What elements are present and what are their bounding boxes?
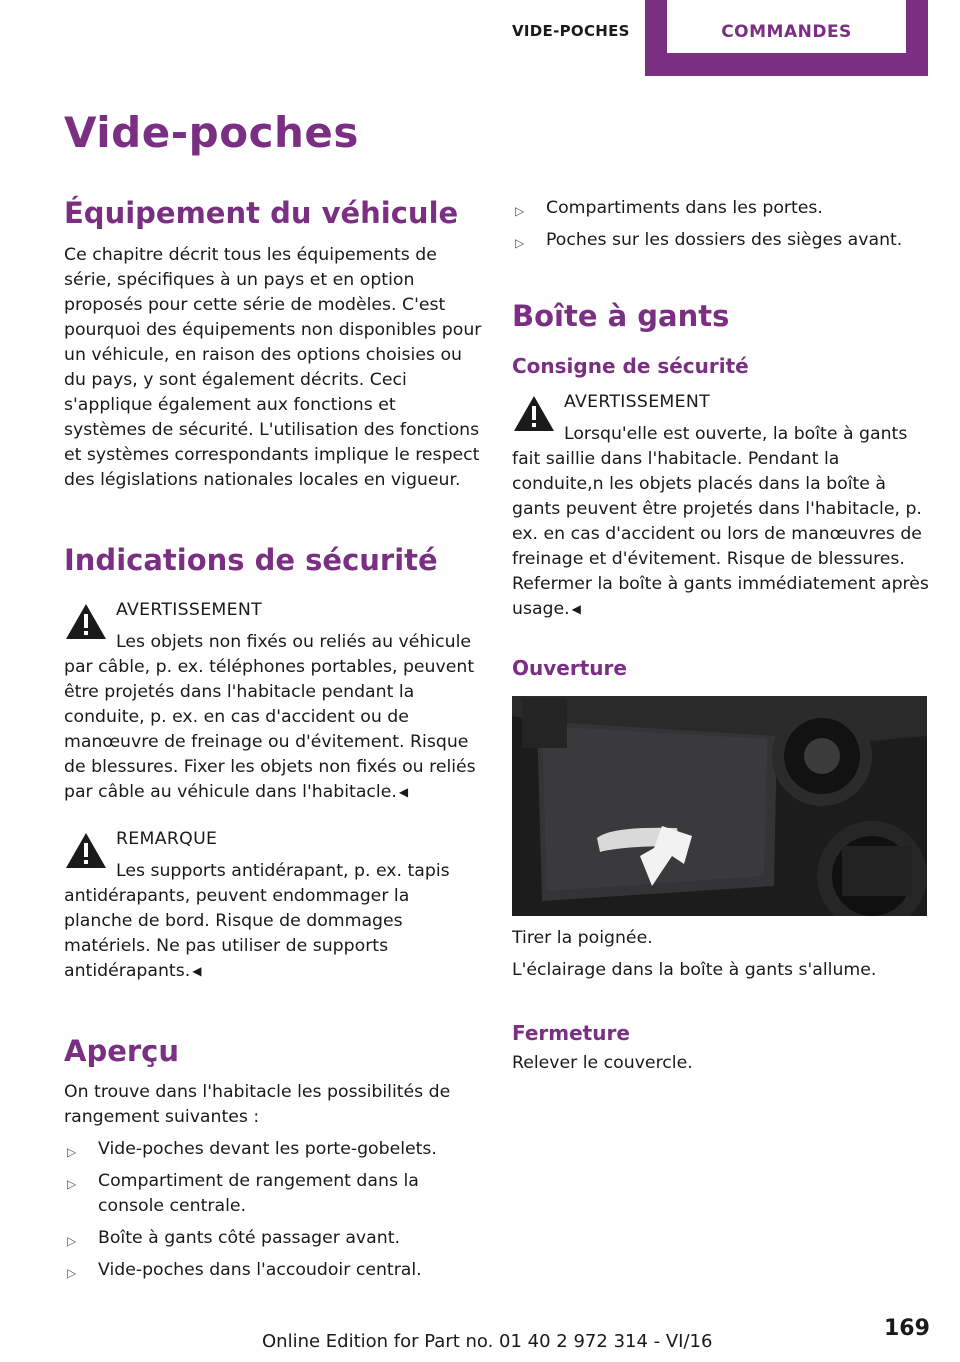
warning-title: AVERTISSEMENT [564,391,710,412]
page-title: Vide-poches [64,108,359,157]
list-item: ▷ Vide-poches devant les porte-gobelets. [64,1137,482,1162]
list-item: ▷ Compartiments dans les portes. [512,196,930,221]
right-column [512,196,930,1076]
list-item: ▷ Boîte à gants côté passager avant. [64,1226,482,1251]
chapter-tab-label: COMMANDES [721,22,852,42]
warning-triangle-icon [512,393,556,433]
list-item: ▷ Poches sur les dossiers des sièges avant. [512,228,930,253]
end-mark-icon: ◀ [192,963,202,978]
warning-block [64,598,482,805]
warning-triangle-icon [64,601,108,641]
bullet-triangle-icon: ▷ [67,1266,77,1281]
warning-text: Les objets non fixés ou reliés au véhicule par câble, p. ex. téléphones portables, peuvent être projetés dans l'habitacle pendant la conduite, p. ex. en cas d'accident ou de manœuvre de freinage ou d'évitement. Risque de blessures. Fixer les objets non fixés ou reliés par câble au véhicule dans l'habitacle. [64,631,476,802]
bullet-triangle-icon: ▷ [515,204,525,218]
warning-title: AVERTISSEMENT [116,599,262,620]
opening-step-2: L'éclairage dans la boîte à gants s'allume. [512,959,877,980]
opening-subheading: Ouverture [512,655,627,680]
note-title: REMARQUE [116,828,218,849]
bullet-triangle-icon: ▷ [515,236,525,250]
storage-list-right [512,196,930,253]
overview-text: On trouve dans l'habitacle les possibilités de rangement suivantes : [64,1082,451,1128]
edition-footer: Online Edition for Part no. 01 40 2 972 314 - VI/16 [262,1331,713,1352]
end-mark-icon: ◀ [571,601,581,616]
storage-list-left [64,1137,482,1283]
closing-subheading: Fermeture [512,1020,630,1045]
note-block [64,827,482,984]
running-header-section: VIDE-POCHES [512,22,630,40]
closing-text: Relever le couvercle. [512,1052,693,1073]
end-mark-icon: ◀ [398,784,409,799]
overview-heading: Aperçu [64,1033,180,1068]
page-number: 169 [884,1316,930,1341]
glovebox-warning-block [512,390,930,622]
list-item: ▷ Compartiment de rangement dans la console centrale. [67,1171,419,1217]
bullet-triangle-icon: ▷ [67,1145,77,1160]
safety-subheading: Consigne de sécurité [512,353,749,378]
equipment-heading: Équipement du véhicule [64,196,459,230]
warning-text: Lorsqu'elle est ouverte, la boîte à gants fait saillie dans l'habitacle. Pendant la conduite,n les objets placés dans la boîte à gants peuvent être projetés dans l'habitacle, p. ex. en cas d'accident ou lors de manœuvres de freinage et d'évitement. Risque de blessures. Refermer la boîte à gants immédiatement après usage. [512,423,929,619]
glovebox-handle-photo [512,696,927,916]
chapter-tab [645,0,928,76]
opening-step-1: Tirer la poignée. [512,927,653,948]
glovebox-heading: Boîte à gants [512,299,730,333]
list-item: ▷ Vide-poches dans l'accoudoir central. [64,1258,482,1283]
bullet-triangle-icon: ▷ [67,1234,77,1249]
note-text: Les supports antidérapant, p. ex. tapis antidérapants, peuvent endommager la planche de bord. Risque de dommages matériels. Ne pas utiliser de supports antidérapants. [64,860,450,981]
equipment-text: Ce chapitre décrit tous les équipements de série, spécifiques à un pays et en option proposés pour cette série de modèles. C'est pourquoi des équipements non disponibles pour un véhicule, en raison des options choisies ou du pays, y sont également décrits. Ceci s'applique également aux fonctions et systèmes de sécurité. L'utilisation des fonctions et systèmes correspondants implique le respect des législations nationales locales en vigueur. [64,244,482,490]
left-column [64,196,482,1290]
caution-triangle-icon [64,830,108,870]
safety-heading: Indications de sécurité [64,542,438,577]
bullet-triangle-icon: ▷ [67,1177,77,1192]
